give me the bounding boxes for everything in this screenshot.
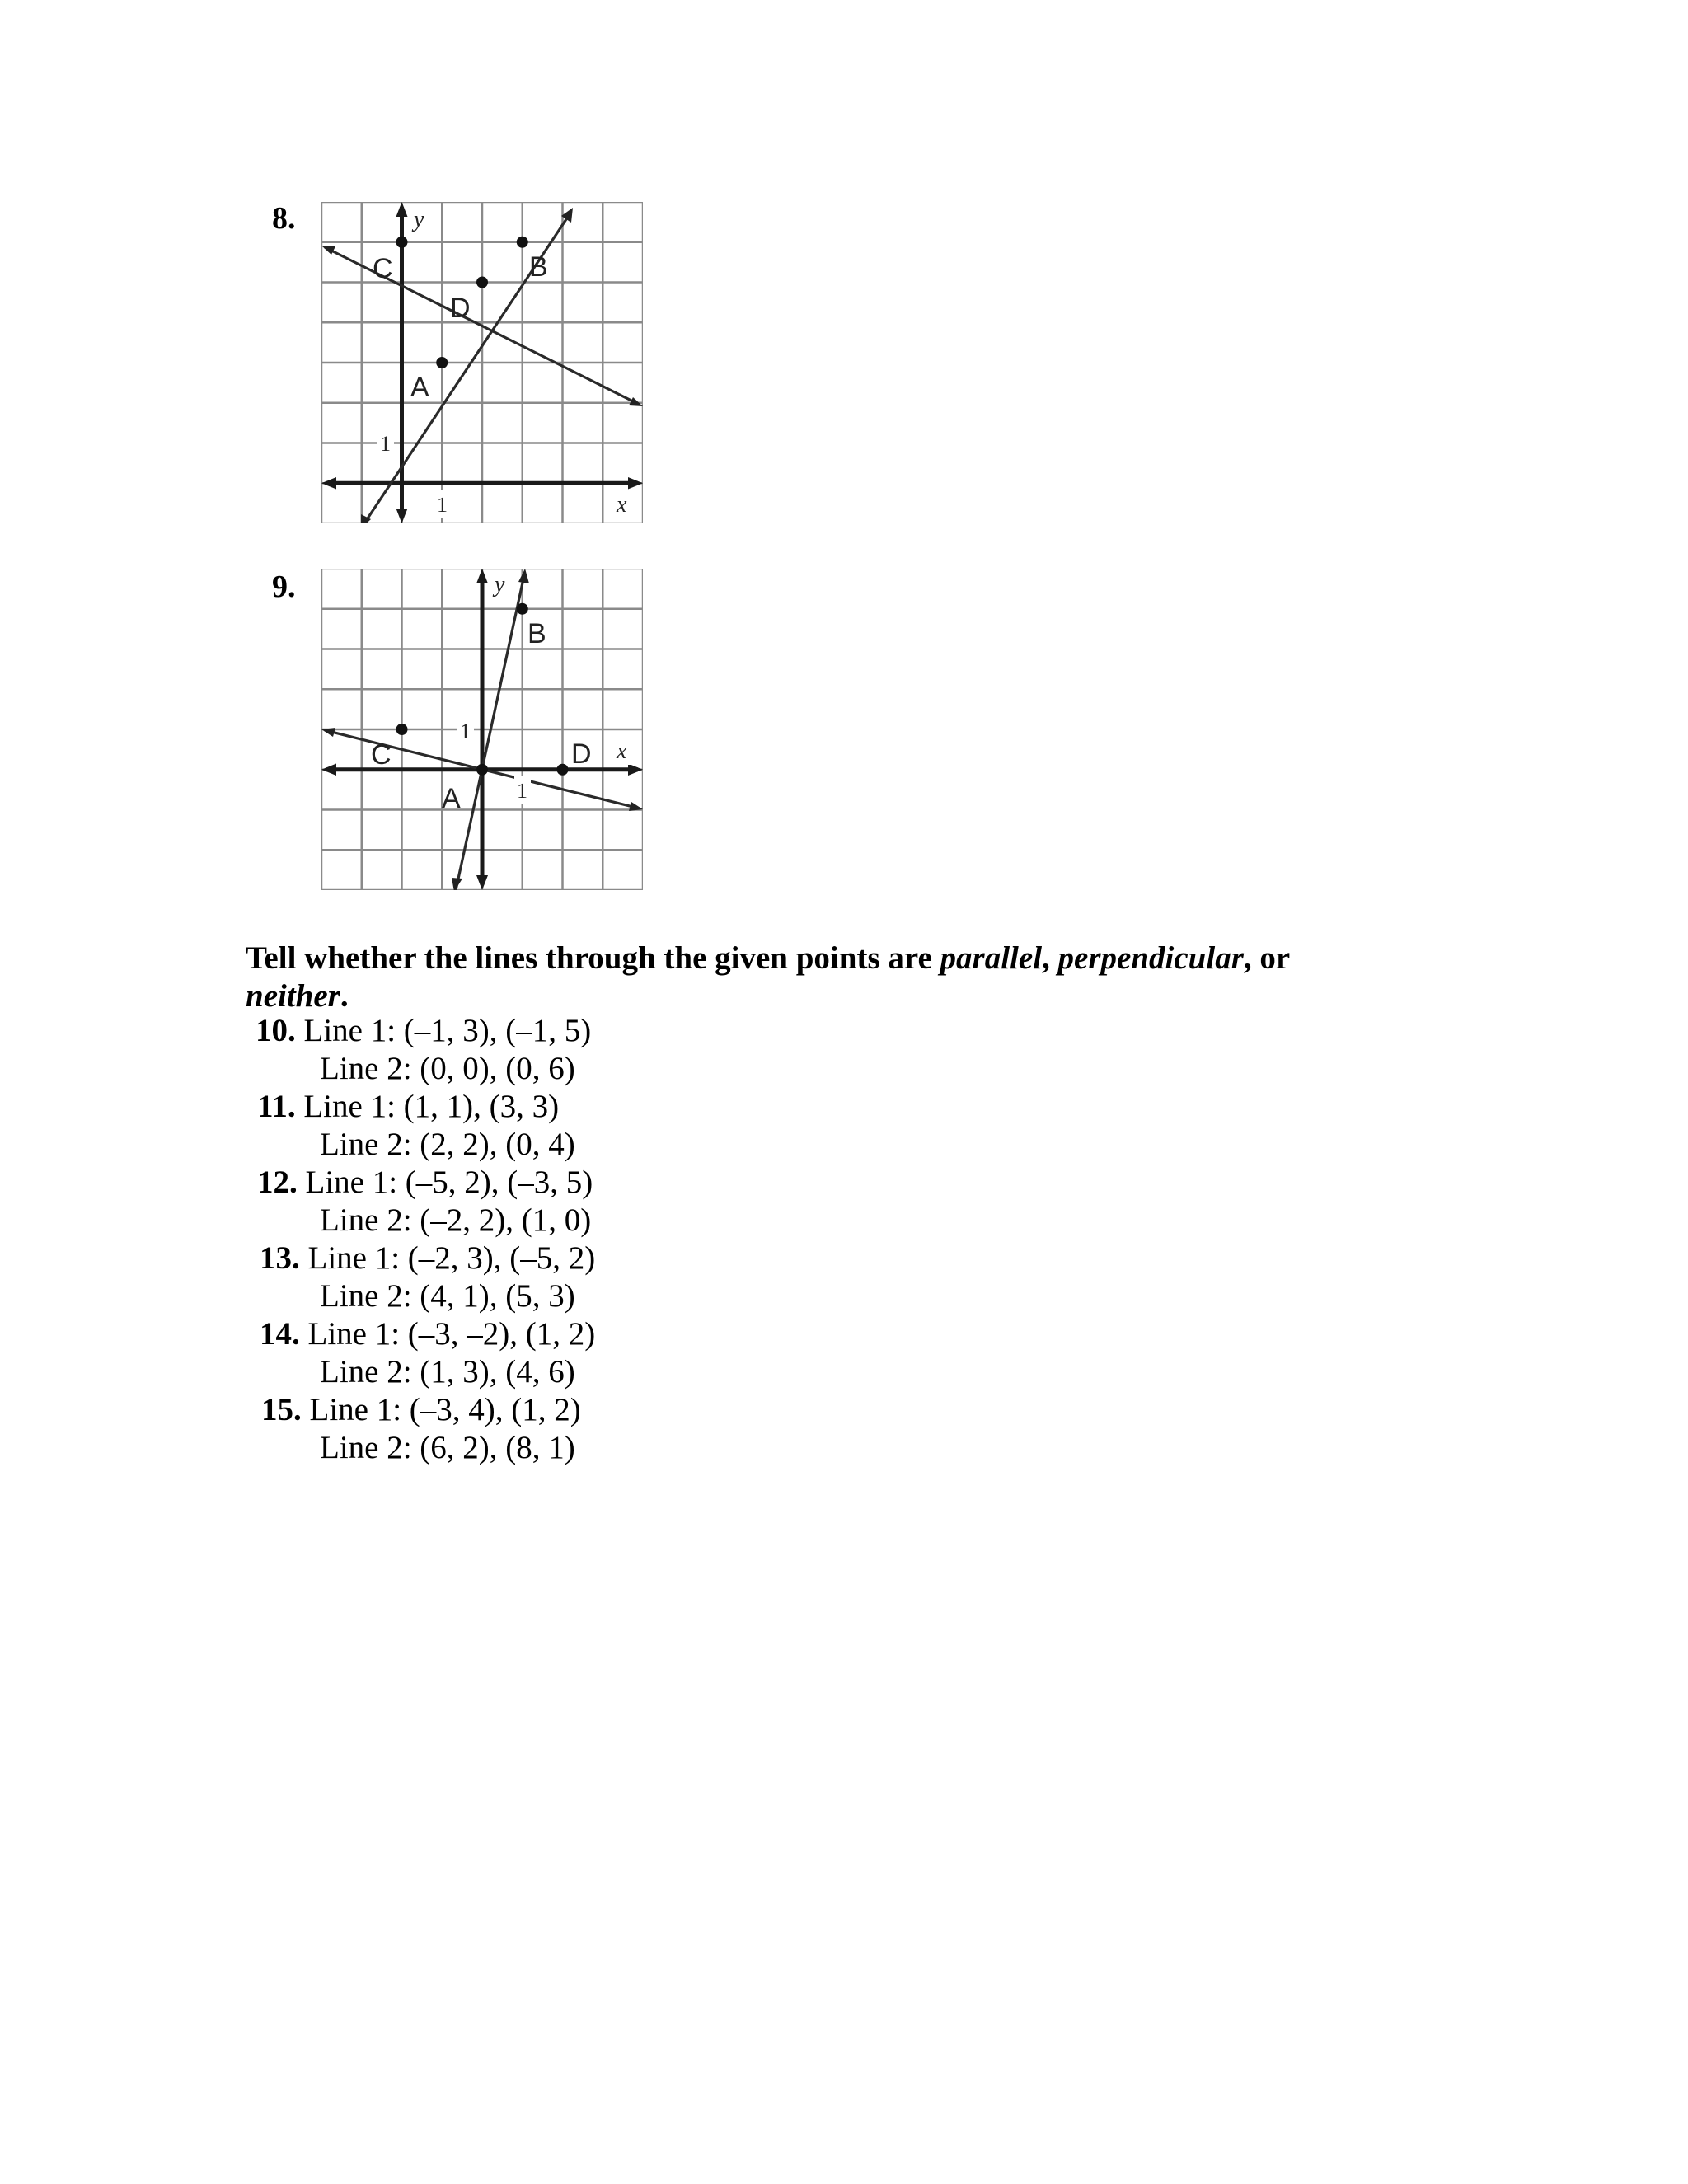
exercise-14-line2-row	[0, 1353, 1319, 1391]
exercise-line2: Line 2: (2, 2), (0, 4)	[320, 1127, 575, 1162]
separator-2: , or	[1243, 940, 1291, 976]
graph-8-svg	[321, 202, 643, 523]
label-A: A	[410, 372, 429, 403]
exercise-11-line2-row	[0, 1126, 1319, 1164]
exercise-line1: Line 1: (1, 1), (3, 3)	[303, 1089, 560, 1124]
exercise-number: 15.	[261, 1392, 302, 1427]
problem-number-8: 8.	[272, 201, 296, 236]
y-axis-label: y	[495, 572, 505, 598]
exercise-13-line1-row	[0, 1240, 1319, 1277]
tick-x-label: 1	[517, 779, 528, 803]
point-C	[396, 237, 408, 248]
word-neither: neither	[246, 978, 340, 1014]
exercise-10-line2-row	[0, 1050, 1319, 1088]
point-C	[396, 724, 408, 735]
tick-x-label: 1	[437, 493, 448, 517]
exercise-line2: Line 2: (1, 3), (4, 6)	[320, 1354, 575, 1390]
exercise-number: 12.	[257, 1165, 298, 1200]
line-CD-arrow-left	[321, 246, 335, 255]
exercise-list	[0, 1012, 1319, 1467]
exercise-14	[260, 1315, 595, 1353]
grid-lines	[321, 202, 643, 523]
exercise-line1: Line 1: (–3, 4), (1, 2)	[309, 1392, 581, 1427]
x-axis-arrow-left	[321, 477, 336, 490]
label-C: C	[373, 253, 393, 284]
graph-problem-9	[321, 569, 643, 890]
y-axis-arrow-down	[476, 875, 488, 890]
exercise-line1: Line 1: (–2, 3), (–5, 2)	[307, 1240, 596, 1276]
exercise-number: 14.	[260, 1316, 300, 1352]
point-D	[557, 764, 569, 776]
exercise-11-line1-row	[0, 1088, 1319, 1126]
exercise-10-line1-row	[0, 1012, 1319, 1050]
x-axis-arrow-left	[321, 764, 336, 776]
label-C: C	[371, 739, 392, 771]
word-parallel: parallel	[940, 940, 1043, 976]
tick-y-label: 1	[380, 432, 391, 456]
label-A: A	[442, 783, 461, 814]
point-A	[436, 357, 448, 368]
x-axis-arrow-right	[628, 477, 643, 490]
x-axis-arrow-right	[628, 764, 643, 776]
tick-y-label: 1	[460, 719, 471, 743]
exercise-15	[261, 1391, 581, 1429]
point-D	[476, 277, 488, 288]
problem-number-9: 9.	[272, 569, 296, 604]
y-axis-label: y	[414, 207, 424, 232]
exercise-line2: Line 2: (6, 2), (8, 1)	[320, 1430, 575, 1465]
exercise-12-line2-row	[0, 1202, 1319, 1240]
x-axis-label: x	[617, 738, 627, 764]
word-perpendicular: perpendicular	[1057, 940, 1244, 976]
exercise-line1: Line 1: (–5, 2), (–3, 5)	[305, 1165, 593, 1200]
exercise-number: 13.	[260, 1240, 300, 1276]
exercise-12	[257, 1164, 593, 1202]
instructions	[246, 940, 1441, 1015]
graph-9-svg	[321, 569, 643, 890]
label-D: D	[450, 293, 471, 324]
exercise-11	[257, 1088, 559, 1126]
exercise-12-line1-row	[0, 1164, 1319, 1202]
exercise-15-line2-row	[0, 1429, 1319, 1467]
exercise-number: 11.	[257, 1089, 296, 1124]
label-B: B	[528, 618, 546, 649]
exercise-line1: Line 1: (–1, 3), (–1, 5)	[303, 1013, 592, 1048]
exercise-line2: Line 2: (4, 1), (5, 3)	[320, 1278, 575, 1314]
instructions-end: .	[340, 978, 349, 1014]
label-B: B	[529, 251, 548, 283]
point-A	[476, 764, 488, 776]
x-axis-label: x	[617, 492, 627, 518]
point-B	[517, 237, 528, 248]
exercise-14-line1-row	[0, 1315, 1319, 1353]
y-axis-arrow-down	[396, 509, 408, 523]
graph-problem-8	[321, 202, 643, 523]
instructions-text: Tell whether the lines through the given points are	[246, 940, 940, 976]
y-axis-arrow-up	[396, 202, 408, 217]
exercise-number: 10.	[256, 1013, 296, 1048]
y-axis-arrow-up	[476, 569, 488, 583]
exercise-15-line1-row	[0, 1391, 1319, 1429]
separator-1: ,	[1042, 940, 1058, 976]
exercise-10	[256, 1012, 591, 1050]
exercise-line2: Line 2: (–2, 2), (1, 0)	[320, 1202, 592, 1238]
exercise-line1: Line 1: (–3, –2), (1, 2)	[307, 1316, 596, 1352]
line-AB-arrow-top	[518, 569, 529, 583]
exercise-line2: Line 2: (0, 0), (0, 6)	[320, 1051, 575, 1086]
exercise-13	[260, 1240, 595, 1277]
point-B	[517, 603, 528, 615]
exercise-13-line2-row	[0, 1277, 1319, 1315]
label-D: D	[571, 738, 592, 770]
